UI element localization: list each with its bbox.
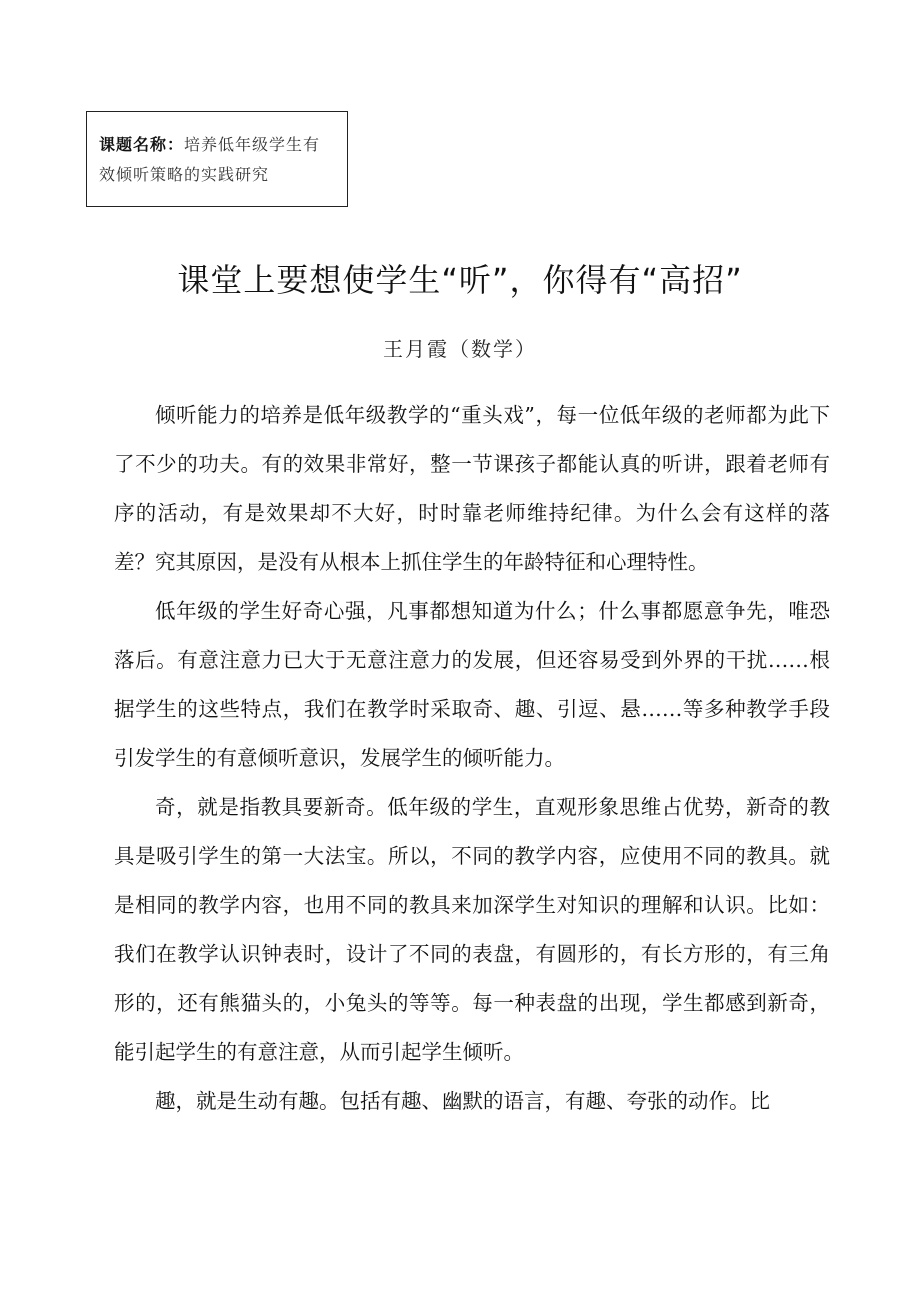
topic-label: 课题名称： bbox=[99, 135, 185, 154]
body-text bbox=[114, 391, 830, 1126]
paragraph-2: 低年级的学生好奇心强，凡事都想知道为什么；什么事都愿意争先，唯恐落后。有意注意力已大于无意注意力的发展，但还容易受到外界的干扰……根据学生的这些特点，我们在教学时采取奇、趣、引逗、悬……等多种教学手段引发学生的有意倾听意识，发展学生的倾听能力。 bbox=[114, 599, 830, 770]
topic-text: 培养低年级学生有效倾听策略的实践研究 bbox=[99, 135, 321, 184]
paragraph-3: 奇，就是指教具要新奇。低年级的学生，直观形象思维占优势，新奇的教具是吸引学生的第一大法宝。所以，不同的教学内容，应使用不同的教具。就是相同的教学内容，也用不同的教具来加深学生对知识的理解和认识。比如：我们在教学认识钟表时，设计了不同的表盘，有圆形的，有长方形的，有三角形的，还有熊猫头的，小兔头的等等。每一种表盘的出现，学生都感到新奇，能引起学生的有意注意，从而引起学生倾听。 bbox=[114, 795, 830, 1064]
author-line: 王月霞（数学） bbox=[383, 337, 537, 361]
paragraph-4: 趣，就是生动有趣。包括有趣、幽默的语言，有趣、夸张的动作。比 bbox=[155, 1089, 770, 1113]
page-title: 课堂上要想使学生“听”，你得有“高招” bbox=[177, 261, 743, 299]
topic-box bbox=[86, 111, 348, 207]
paragraph-1: 倾听能力的培养是低年级教学的“重头戏”，每一位低年级的老师都为此下了不少的功夫。有的效果非常好，整一节课孩子都能认真的听讲，跟着老师有序的活动，有是效果却不大好，时时靠老师维持纪律。为什么会有这样的落差？究其原因，是没有从根本上抓住学生的年龄特征和心理特性。 bbox=[114, 403, 830, 574]
